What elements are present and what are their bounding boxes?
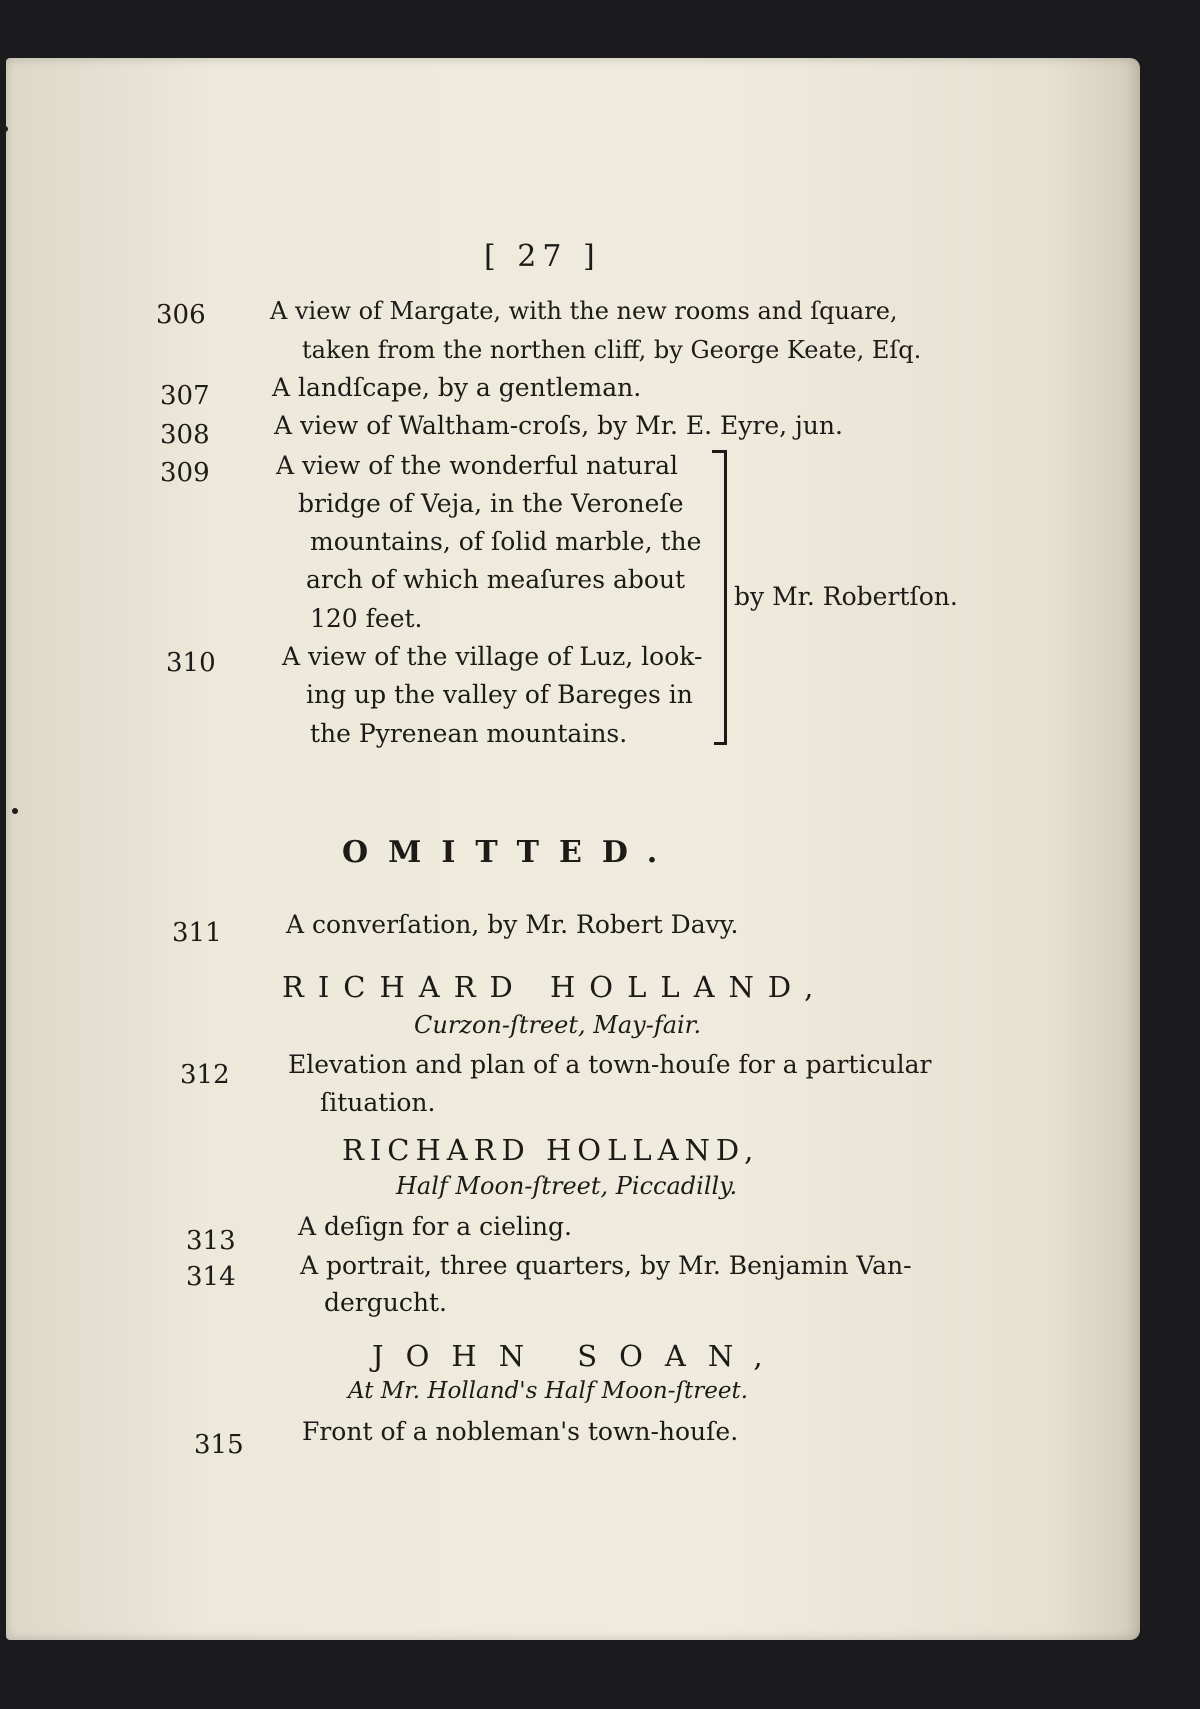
- entry-314-line-2: dergucht.: [324, 1288, 447, 1317]
- artist-3-name: JOHN SOAN,: [372, 1339, 785, 1373]
- entry-number-309: 309: [160, 458, 210, 488]
- entry-number-308: 308: [160, 420, 210, 450]
- brace-bottom: [714, 742, 726, 745]
- entry-309-line-3: mountains, of ſolid marble, the: [310, 527, 702, 556]
- section-heading: OMITTED.: [342, 835, 678, 870]
- entry-310-line-2: ing up the valley of Bareges in: [306, 680, 693, 709]
- margin-speck: [2, 126, 8, 132]
- entry-number-310: 310: [166, 648, 216, 678]
- entry-number-315: 315: [194, 1430, 244, 1460]
- artist-2-name: RICHARD HOLLAND,: [342, 1133, 760, 1167]
- entry-309-line-2: bridge of Veja, in the Veroneſe: [298, 489, 684, 518]
- entry-number-312: 312: [180, 1060, 230, 1090]
- artist-1-address: Curzon-ſtreet, May-fair.: [414, 1011, 702, 1039]
- entry-309-line-5: 120 feet.: [310, 604, 423, 633]
- entry-number-314: 314: [186, 1262, 236, 1292]
- entry-314-line-1: A portrait, three quarters, by Mr. Benjamin Van-: [300, 1251, 912, 1280]
- entry-311-text: A converſation, by Mr. Robert Davy.: [286, 910, 739, 939]
- entry-312-line-1: Elevation and plan of a town-houſe for a particular: [288, 1050, 932, 1079]
- artist-3-address: At Mr. Holland's Half Moon-ſtreet.: [348, 1378, 749, 1404]
- entry-number-313: 313: [186, 1226, 236, 1256]
- entry-306-line-2: taken from the northen cliff, by George Keate, Eſq.: [302, 336, 922, 364]
- entry-309-line-1: A view of the wonderful natural: [276, 451, 679, 480]
- entry-306-line-1: A view of Margate, with the new rooms and ſquare,: [270, 297, 898, 325]
- entry-309-line-4: arch of which meaſures about: [306, 565, 686, 594]
- entry-308-text: A view of Waltham-croſs, by Mr. E. Eyre, jun.: [274, 411, 843, 440]
- entry-313-text: A deſign for a cieling.: [298, 1212, 572, 1241]
- margin-speck: [12, 808, 18, 814]
- brace-label: by Mr. Robertſon.: [734, 582, 958, 611]
- artist-1-name: RICHARD HOLLAND,: [282, 970, 828, 1004]
- entry-number-307: 307: [160, 381, 210, 411]
- entry-310-line-1: A view of the village of Luz, look-: [282, 642, 703, 671]
- brace-line: [724, 450, 727, 745]
- entry-315-text: Front of a nobleman's town-houſe.: [302, 1417, 739, 1446]
- page-number: [ 27 ]: [484, 239, 601, 274]
- entry-number-311: 311: [172, 918, 222, 948]
- entry-number-306: 306: [156, 300, 206, 330]
- entry-307-text: A landſcape, by a gentleman.: [272, 373, 642, 402]
- artist-2-address: Half Moon-ſtreet, Piccadilly.: [396, 1172, 738, 1200]
- entry-310-line-3: the Pyrenean mountains.: [310, 719, 628, 748]
- entry-312-line-2: ſituation.: [320, 1088, 436, 1117]
